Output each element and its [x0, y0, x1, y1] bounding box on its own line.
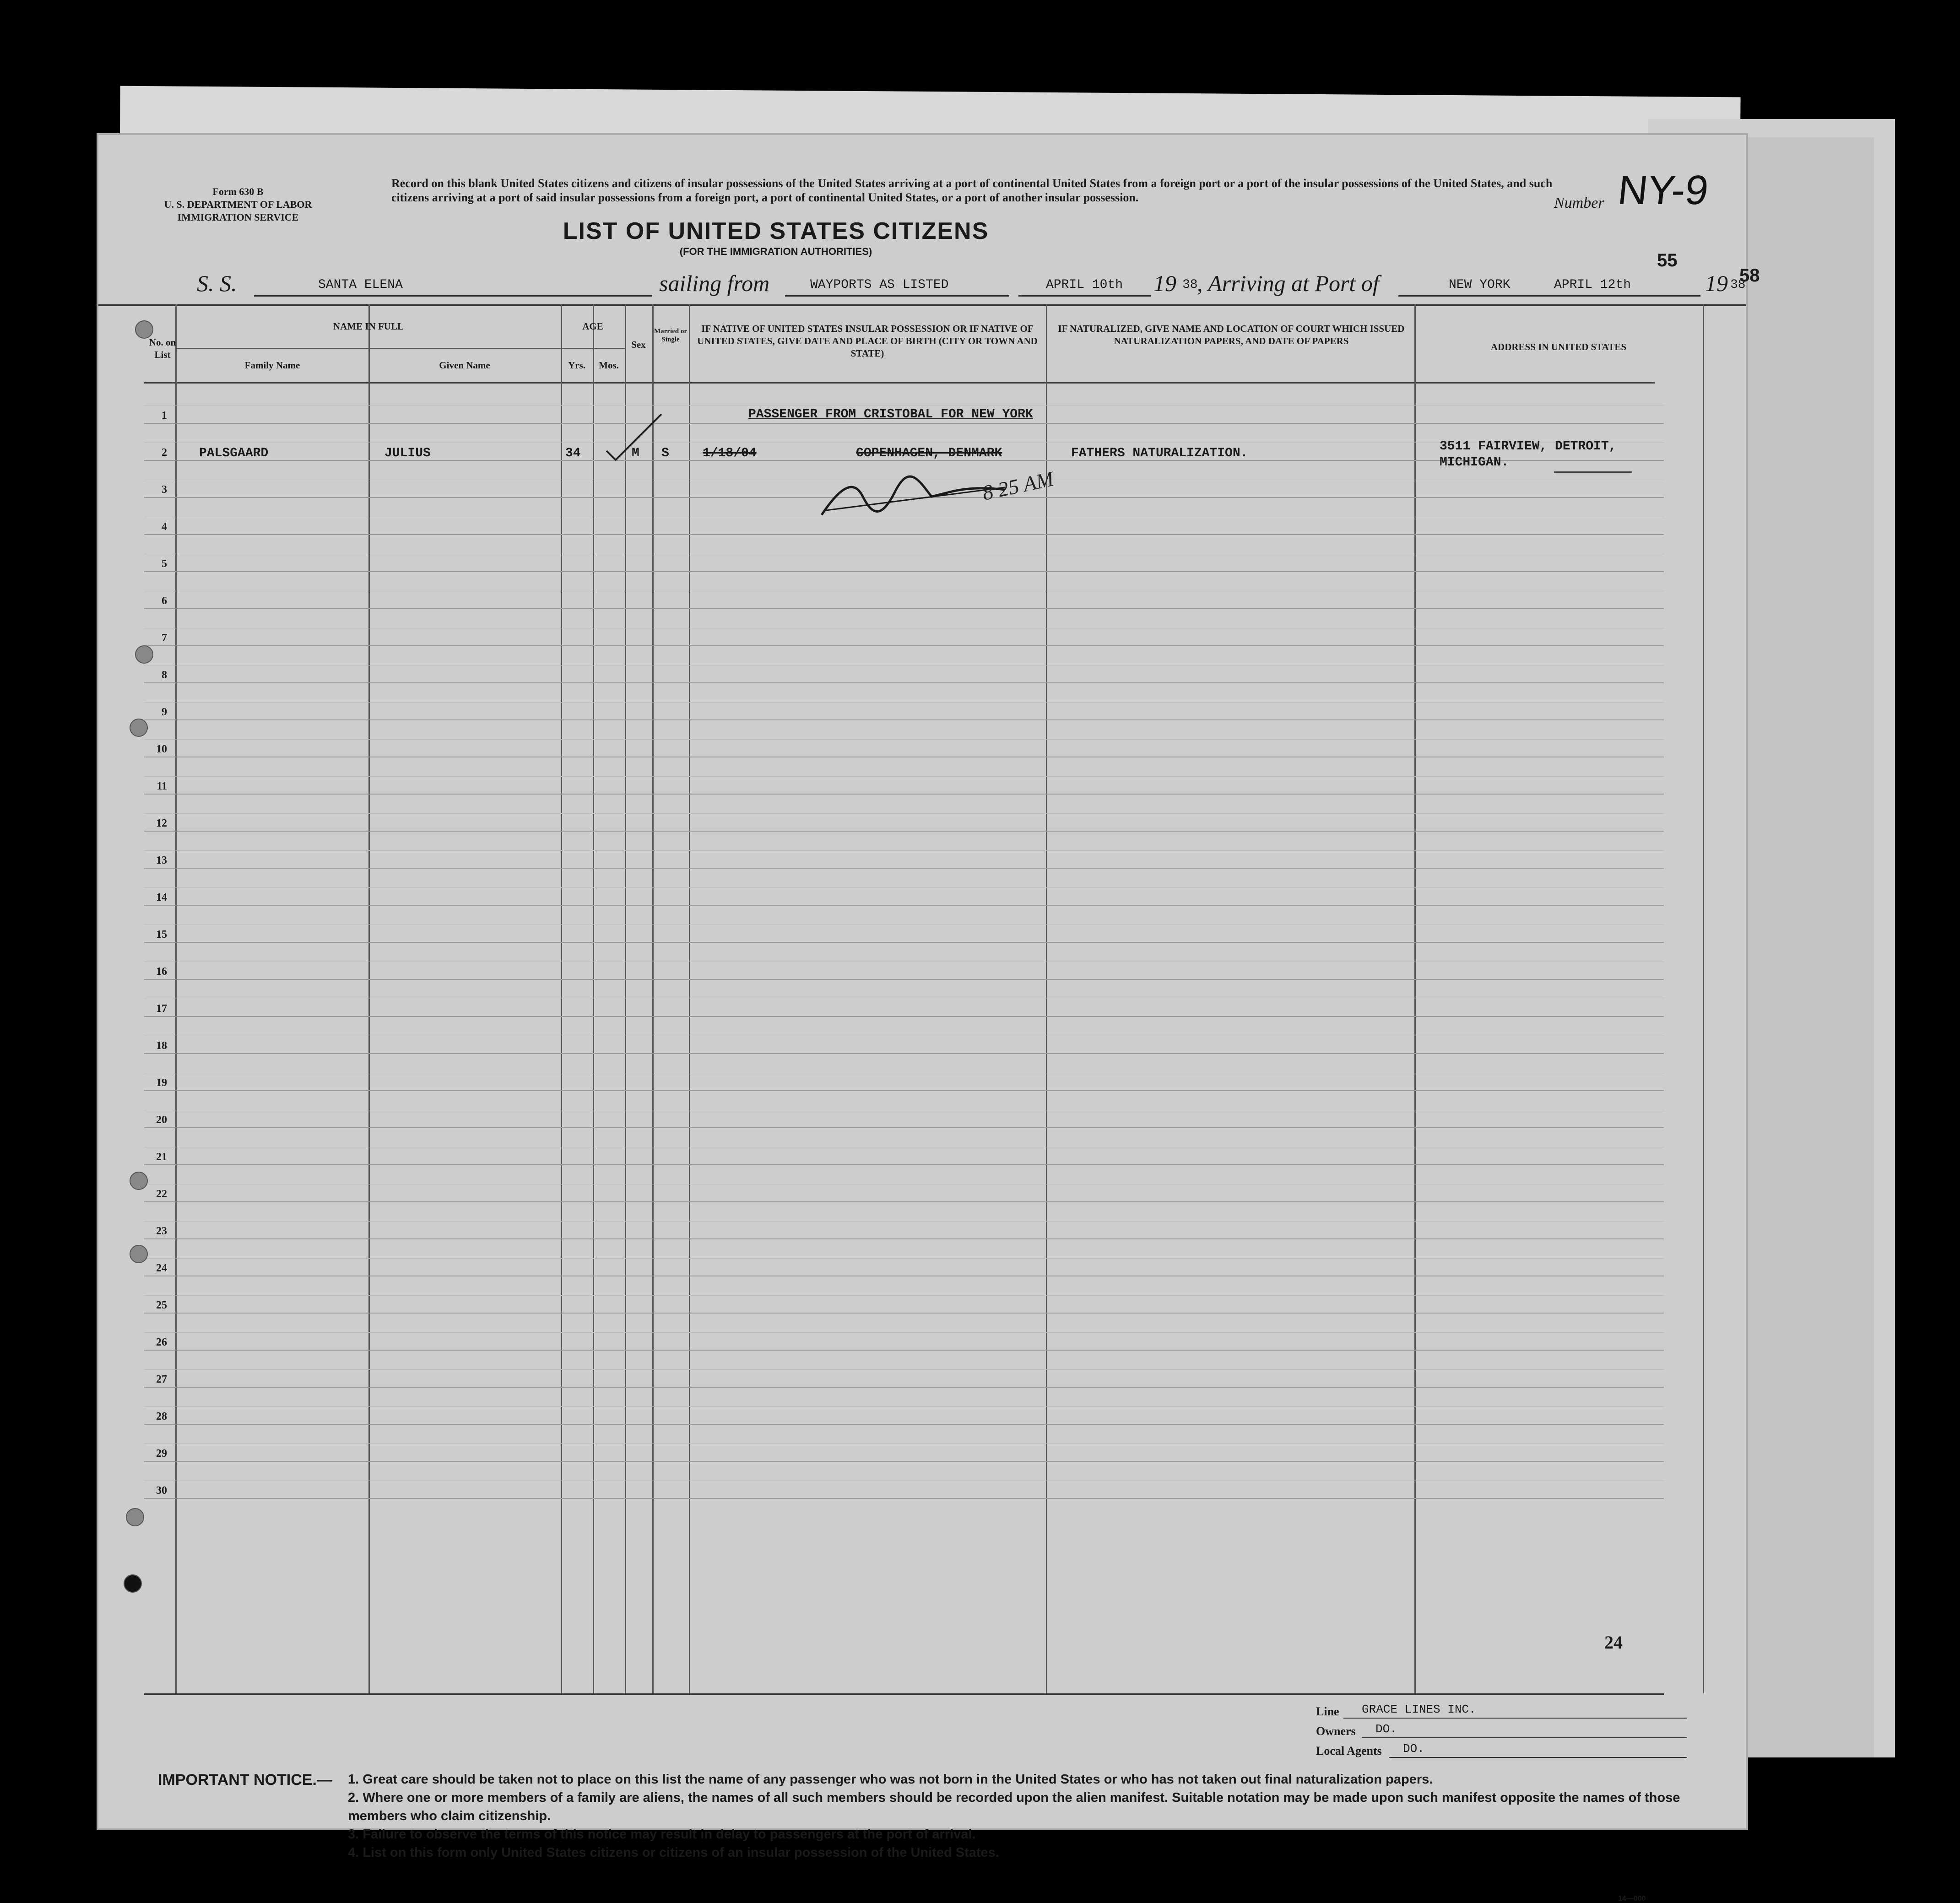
address-line-2: MICHIGAN. — [1440, 455, 1509, 470]
header-mos: Mos. — [599, 360, 619, 371]
address-underline — [1554, 471, 1632, 473]
row-number: 15 — [156, 929, 167, 941]
ship-name: SANTA ELENA — [318, 278, 403, 292]
table-row-subline — [144, 924, 1664, 925]
owners-underline — [1362, 1737, 1687, 1738]
row-number: 9 — [162, 706, 167, 718]
row-number: 19 — [156, 1077, 167, 1089]
punch-hole — [126, 1508, 144, 1526]
table-row — [144, 1424, 1664, 1425]
page-title: LIST OF UNITED STATES CITIZENS — [563, 218, 989, 244]
arrive-date: APRIL 12th — [1554, 278, 1631, 292]
table-row — [144, 645, 1664, 646]
sex-cell: M — [632, 446, 639, 460]
row-number: 28 — [156, 1411, 167, 1422]
line-underline — [1343, 1718, 1687, 1719]
table-row — [144, 682, 1664, 683]
row-number: 8 — [162, 669, 167, 681]
row-number: 7 — [162, 632, 167, 644]
year-prefix: 19 — [1153, 270, 1176, 296]
footer-rule — [144, 1693, 1664, 1695]
local-agents-value: DO. — [1403, 1742, 1424, 1756]
table-row — [144, 1201, 1664, 1202]
row-number: 2 — [162, 447, 167, 459]
table-row — [144, 1164, 1664, 1165]
punch-hole — [130, 719, 148, 737]
row-number: 6 — [162, 595, 167, 607]
service: IMMIGRATION SERVICE — [177, 211, 299, 223]
marital-cell: S — [661, 446, 669, 460]
owners-label: Owners — [1316, 1725, 1356, 1738]
page-number: 55 — [1657, 250, 1678, 270]
ship-underline — [254, 295, 652, 297]
date-underline — [1018, 295, 1151, 297]
number-label: Number — [1554, 195, 1604, 211]
table-row-subline — [144, 1406, 1664, 1407]
row-number: 25 — [156, 1299, 167, 1311]
table-row — [144, 423, 1664, 424]
table-row — [144, 831, 1664, 832]
row-number: 12 — [156, 817, 167, 829]
header-yrs: Yrs. — [568, 360, 585, 371]
depart-date: APRIL 10th — [1046, 278, 1123, 292]
header-naturalized: IF NATURALIZED, GIVE NAME AND LOCATION OF COURT WHICH ISSUED NATURALIZATION PAPERS, AND DATE OF PAPERS — [1058, 323, 1405, 346]
local-agents-underline — [1389, 1757, 1687, 1758]
row-number: 14 — [156, 892, 167, 903]
punch-hole — [124, 1574, 142, 1593]
table-row — [144, 1090, 1664, 1091]
row-number: 10 — [156, 743, 167, 755]
row-number: 13 — [156, 854, 167, 866]
age-divider — [561, 348, 625, 349]
age-yrs-cell: 34 — [565, 446, 581, 460]
notice-item-4: 4. List on this form only United States citizens or citizens of an insular possession of the United States. — [348, 1845, 999, 1860]
table-row-subline — [144, 1258, 1664, 1259]
row-number: 24 — [156, 1262, 167, 1274]
section-heading — [748, 407, 1033, 422]
row-number: 1 — [162, 410, 167, 422]
notice-item-2: 2. Where one or more members of a family are aliens, the names of all such members should be recorded upon the alien manifest. Suitable notation may be made upon such manifest opposite the names of those members who claim citizenship. — [348, 1790, 1680, 1823]
row-number: 4 — [162, 521, 167, 533]
table-row — [144, 1313, 1664, 1314]
notice-item-1: 1. Great care should be taken not to place on this list the name of any passenger who was not born in the United States or who has not taken out final naturalization papers. — [348, 1772, 1433, 1787]
year-prefix-arrive: 19 — [1705, 270, 1728, 296]
table-header-rule — [144, 382, 1655, 384]
given-name-cell: JULIUS — [384, 446, 431, 460]
ss-label: S. S. — [197, 270, 237, 296]
header-no-on-list: No. on List — [149, 337, 176, 360]
table-row — [144, 1350, 1664, 1351]
address-line-1: 3511 FAIRVIEW, DETROIT, — [1440, 439, 1617, 454]
table-row — [144, 1127, 1664, 1128]
header-age: AGE — [582, 321, 603, 332]
name-divider — [176, 348, 561, 349]
notice-item-3: 3. Failure to observe the terms of this notice may result in delay to passengers at the port of arrival. — [348, 1827, 976, 1842]
row-number: 22 — [156, 1188, 167, 1200]
naturalization-cell: FATHERS NATURALIZATION. — [1071, 446, 1248, 460]
table-row — [144, 719, 1664, 720]
manifest-page — [98, 135, 1746, 1903]
table-row — [144, 571, 1664, 572]
form-code: 14—000 — [1618, 1895, 1646, 1903]
table-row-subline — [144, 887, 1664, 888]
family-name-cell: PALSGAARD — [199, 446, 269, 460]
table-row-subline — [144, 1221, 1664, 1222]
header-married-single: Married or Single — [654, 328, 688, 343]
row-number: 27 — [156, 1373, 167, 1385]
voyage-line — [98, 268, 1746, 300]
punch-hole — [130, 1245, 148, 1263]
number-value: NY-9 — [1615, 168, 1711, 213]
punch-hole — [130, 1172, 148, 1190]
page-subtitle: (FOR THE IMMIGRATION AUTHORITIES) — [679, 246, 872, 257]
table-row-subline — [144, 776, 1664, 777]
birth-place-cell: COPENHAGEN, DENMARK — [856, 446, 1002, 460]
table-row-subline — [144, 405, 1664, 406]
punch-hole — [135, 645, 153, 664]
arrive-year: 38 — [1730, 278, 1746, 292]
record-instructions: Record on this blank United States citizens and citizens of insular possessions of the United States arriving at a port of continental United States from a foreign port or a port of the insular possessions of the United States, and such citizens arriving at a port of said insular possessions from a foreign port, a port of continental United States, or a port of another insular possession. — [391, 177, 1553, 204]
table-row — [144, 1016, 1664, 1017]
department: U. S. DEPARTMENT OF LABOR — [164, 199, 312, 210]
table-row — [144, 1387, 1664, 1388]
row-number: 5 — [162, 558, 167, 570]
from-underline — [785, 295, 1009, 297]
table-row-subline — [144, 739, 1664, 740]
table-top-rule — [98, 304, 1746, 306]
table-row — [144, 608, 1664, 609]
birth-date-cell: 1/18/04 — [703, 446, 757, 460]
table-row — [144, 1053, 1664, 1054]
punch-hole — [135, 320, 153, 339]
table-row — [144, 794, 1664, 795]
table-row-subline — [144, 702, 1664, 703]
row-number: 21 — [156, 1151, 167, 1163]
table-row — [144, 1461, 1664, 1462]
line-value: GRACE LINES INC. — [1362, 1703, 1476, 1716]
row-number: 18 — [156, 1040, 167, 1052]
row-number: 11 — [157, 780, 167, 792]
header-native-birth: IF NATIVE OF UNITED STATES INSULAR POSSESSION OR IF NATIVE OF UNITED STATES, GIVE DATE AND PLACE OF BIRTH (CITY OR TOWN AND STATE) — [697, 323, 1038, 359]
local-agents-label: Local Agents — [1316, 1744, 1382, 1757]
table-row-subline — [144, 1295, 1664, 1296]
table-row — [144, 942, 1664, 943]
header-sex: Sex — [631, 339, 646, 350]
table-row-subline — [144, 813, 1664, 814]
header-given-name: Given Name — [439, 360, 490, 371]
row-number: 23 — [156, 1225, 167, 1237]
arrival-port: NEW YORK — [1449, 278, 1511, 292]
header-family-name: Family Name — [244, 360, 300, 371]
header-address: ADDRESS IN UNITED STATES — [1490, 341, 1627, 352]
arriving-label: , Arriving at Port of — [1197, 270, 1379, 296]
row-number: 30 — [156, 1485, 167, 1497]
row-number: 29 — [156, 1448, 167, 1460]
table-row — [144, 979, 1664, 980]
table-row — [144, 905, 1664, 906]
section-heading-text: PASSENGER FROM CRISTOBAL FOR NEW YORK — [748, 407, 1033, 422]
form-number: Form 630 B — [212, 186, 264, 197]
sailing-label: sailing from — [659, 270, 770, 296]
depart-year: 38 — [1182, 278, 1198, 292]
table-row-subline — [144, 1443, 1664, 1444]
sailing-from: WAYPORTS AS LISTED — [810, 278, 949, 292]
table-row — [144, 534, 1664, 535]
line-label: Line — [1316, 1705, 1339, 1718]
col-divider — [1703, 304, 1704, 1693]
row-number: 26 — [156, 1336, 167, 1348]
row-number: 3 — [162, 484, 167, 496]
table-row — [144, 1238, 1664, 1239]
header-name-in-full: NAME IN FULL — [333, 321, 404, 332]
notice-title: IMPORTANT NOTICE.— — [158, 1771, 332, 1789]
row-number: 20 — [156, 1114, 167, 1126]
table-row-subline — [144, 1369, 1664, 1370]
table-row — [144, 868, 1664, 869]
table-row — [144, 1498, 1664, 1499]
port-underline — [1398, 295, 1700, 297]
total-count: 24 — [1604, 1632, 1623, 1653]
table-row-subline — [144, 1332, 1664, 1333]
table-row-subline — [144, 850, 1664, 851]
row-number: 17 — [156, 1003, 167, 1015]
owners-value: DO. — [1375, 1722, 1397, 1736]
back-page-number: 58 — [1739, 265, 1760, 286]
handwritten-time: 8 25 AM — [980, 467, 1056, 505]
row-number: 16 — [156, 966, 167, 978]
